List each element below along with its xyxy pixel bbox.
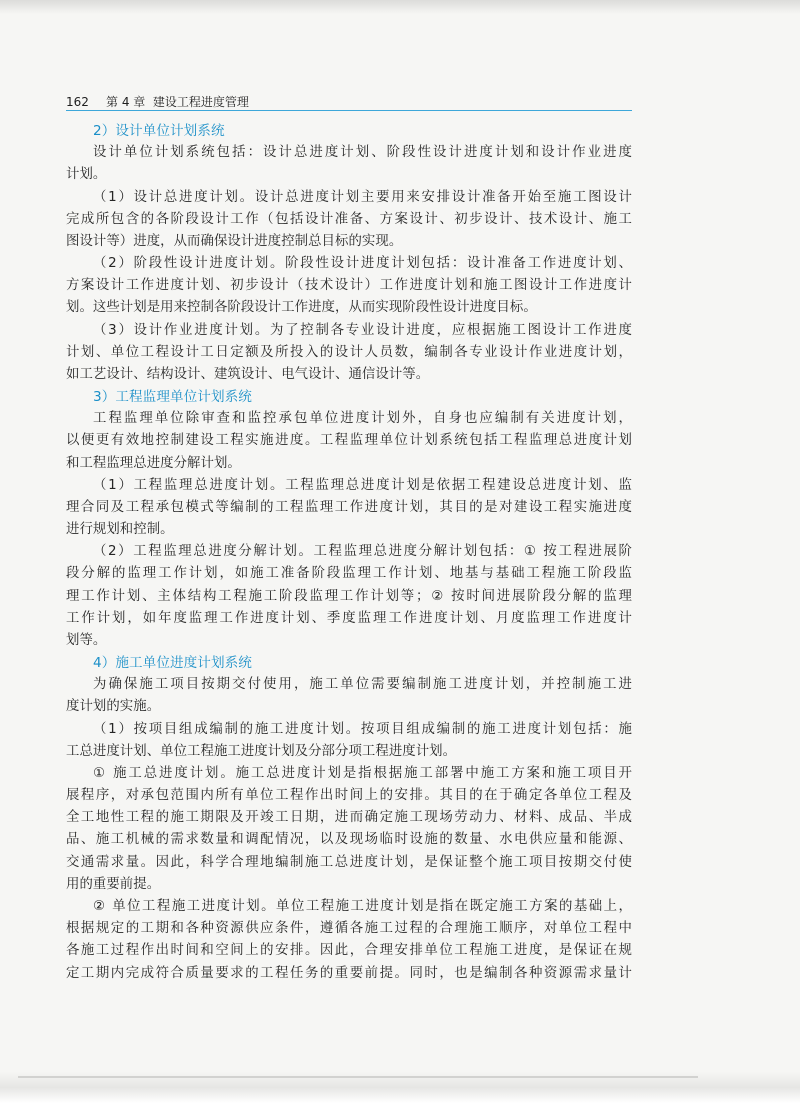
text-line: 工作计划，如年度监理工作进度计划、季度监理工作进度计划、月度监理工作进度计 bbox=[66, 610, 632, 626]
text-line: （1）按项目组成编制的施工进度计划。按项目组成编制的施工进度计划包括：施 bbox=[93, 721, 632, 737]
text-line: （3）设计作业进度计划。为了控制各专业设计进度，应根据施工图设计工作进度 bbox=[93, 322, 632, 338]
text-line: 度计划的实施。 bbox=[66, 699, 161, 715]
text-line: 划。这些计划是用来控制各阶段设计工作进度，从而实现阶段性设计进度目标。 bbox=[66, 300, 537, 316]
text-line: （1）工程监理总进度计划。工程监理总进度计划是依据工程建设总进度计划、监 bbox=[93, 477, 632, 493]
text-line: 图设计等）进度，从而确保设计进度控制总目标的实现。 bbox=[66, 233, 403, 249]
text-line: 和工程监理总进度分解计划。 bbox=[66, 455, 241, 471]
section-heading: 2）设计单位计划系统 bbox=[93, 123, 225, 139]
text-line: 计划。 bbox=[66, 167, 107, 183]
text-line: 交通需求量。因此，科学合理地编制施工总进度计划，是保证整个施工项目按期交付使 bbox=[66, 854, 632, 870]
page-number: 162 bbox=[66, 95, 89, 109]
text-line: 段分解的监理工作计划，如施工准备阶段监理工作计划、地基与基础工程施工阶段监 bbox=[66, 566, 632, 582]
text-line: 方案设计工作进度计划、初步设计（技术设计）工作进度计划和施工图设计工作进度计 bbox=[66, 278, 632, 294]
text-line: 工程监理单位除审查和监控承包单位进度计划外，自身也应编制有关进度计划， bbox=[93, 411, 632, 427]
text-line: （2）阶段性设计进度计划。阶段性设计进度计划包括：设计准备工作进度计划、 bbox=[93, 256, 632, 271]
text-line: 品、施工机械的需求数量和调配情况，以及现场临时设施的数量、水电供应量和能源、 bbox=[66, 832, 632, 848]
text-line: （1）设计总进度计划。设计总进度计划主要用来安排设计准备开始至施工图设计 bbox=[93, 189, 632, 205]
text-line: 全工地性工程的施工期限及开竣工日期，进而确定施工现场劳动力、材料、成品、半成 bbox=[66, 810, 632, 826]
text-line: 定工期内完成符合质量要求的工程任务的重要前提。同时，也是编制各种资源需求量计 bbox=[66, 965, 632, 981]
text-line: 理工作计划、主体结构工程施工阶段监理工作计划等；② 按时间进展阶段分解的监理 bbox=[66, 588, 632, 604]
chapter-title: 建设工程进度管理 bbox=[152, 95, 249, 109]
text-line: 划等。 bbox=[66, 632, 107, 648]
text-line: 进行规划和控制。 bbox=[66, 522, 174, 538]
text-line: 理合同及工程承包模式等编制的工程监理工作进度计划，其目的是对建设工程实施进度 bbox=[66, 499, 632, 515]
text-line: 如工艺设计、结构设计、建筑设计、电气设计、通信设计等。 bbox=[66, 366, 430, 382]
text-line: 以便更有效地控制建设工程实施进度。工程监理单位计划系统包括工程监理总进度计划 bbox=[66, 433, 632, 449]
section-heading: 3）工程监理单位计划系统 bbox=[93, 389, 252, 405]
scan-bottom-line bbox=[18, 1076, 698, 1078]
scan-top-edge bbox=[0, 0, 800, 14]
text-line: 工总进度计划、单位工程施工进度计划及分部分项工程进度计划。 bbox=[66, 743, 457, 759]
text-line: 为确保施工项目按期交付使用，施工单位需要编制施工进度计划，并控制施工进 bbox=[93, 677, 632, 693]
text-line: ② 单位工程施工进度计划。单位工程施工进度计划是指在既定施工方案的基础上， bbox=[93, 899, 632, 914]
chapter-label: 第 4 章 bbox=[106, 95, 146, 109]
text-line: 用的重要前提。 bbox=[66, 876, 161, 892]
text-line: 根据规定的工期和各种资源供应条件，遵循各施工过程的合理施工顺序，对单位工程中 bbox=[66, 921, 632, 937]
text-line: ① 施工总进度计划。施工总进度计划是指根据施工部署中施工方案和施工项目开 bbox=[93, 765, 632, 781]
header-rule bbox=[66, 110, 632, 111]
text-line: 设计单位计划系统包括：设计总进度计划、阶段性设计进度计划和设计作业进度 bbox=[93, 145, 632, 161]
text-line: 展程序，对承包范围内所有单位工程作出时间上的安排。其目的在于确定各单位工程及 bbox=[66, 788, 632, 804]
text-line: 完成所包含的各阶段设计工作（包括设计准备、方案设计、初步设计、技术设计、施工 bbox=[66, 211, 632, 227]
text-line: 计划、单位工程设计工日定额及所投入的设计人员数，编制各专业设计作业进度计划， bbox=[66, 344, 632, 360]
text-line: 各施工过程作出时间和空间上的安排。因此，合理安排单位工程施工进度，是保证在规 bbox=[66, 943, 632, 959]
section-heading: 4）施工单位进度计划系统 bbox=[93, 655, 252, 672]
page-header bbox=[66, 93, 249, 109]
text-line: （2）工程监理总进度分解计划。工程监理总进度分解计划包括：① 按工程进展阶 bbox=[93, 544, 632, 560]
